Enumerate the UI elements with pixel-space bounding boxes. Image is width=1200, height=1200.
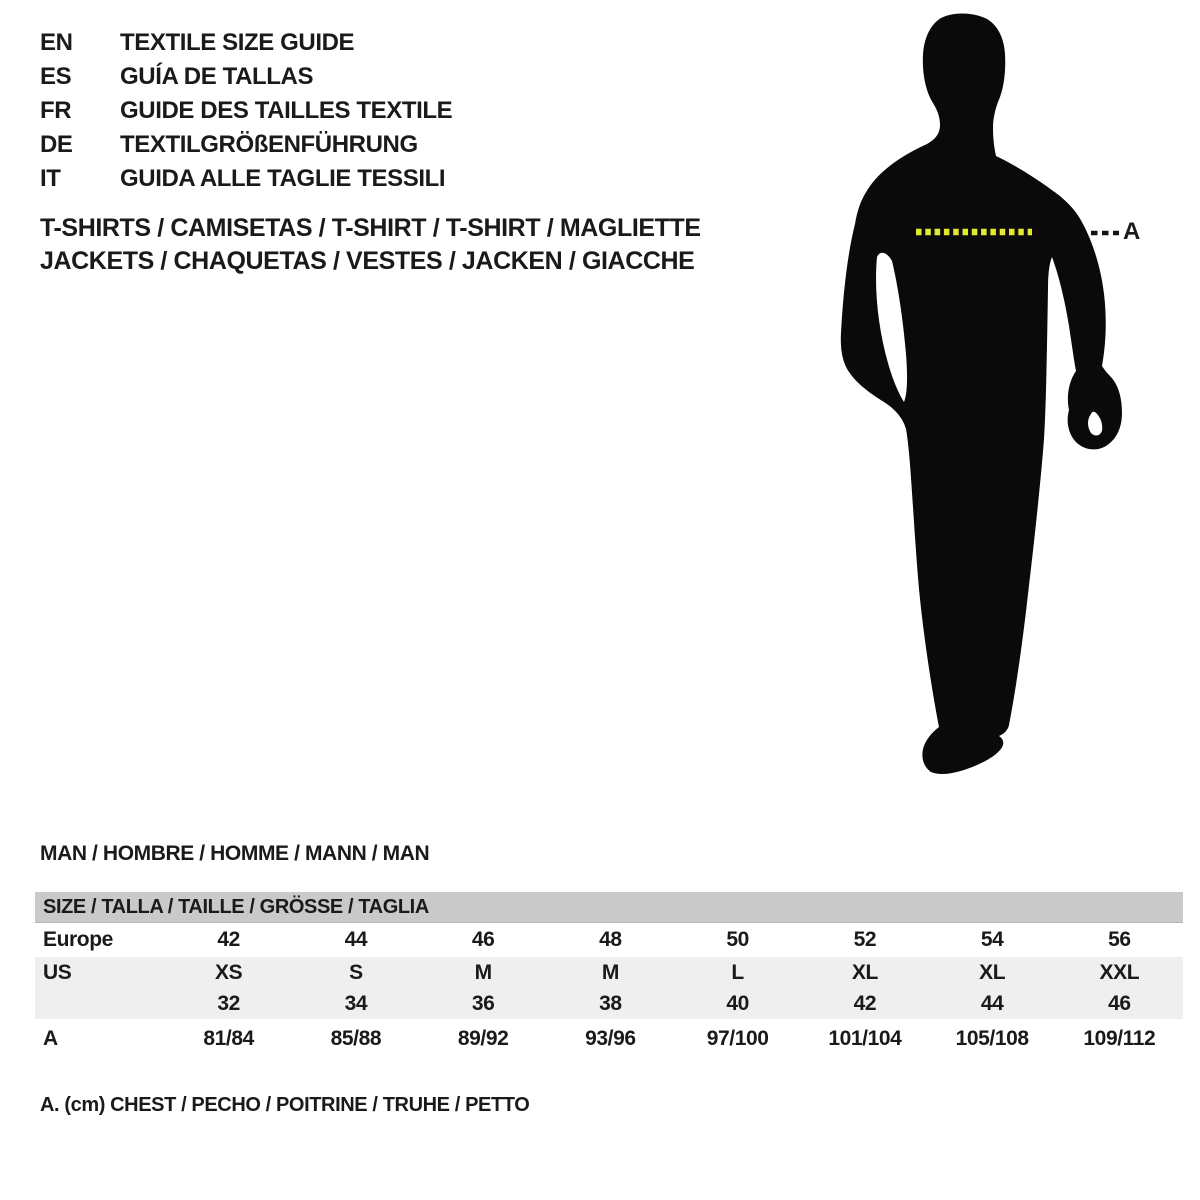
language-row — [40, 60, 452, 94]
table-cell: 97/100 — [706, 1026, 769, 1050]
table-cell: 101/104 — [828, 1026, 902, 1050]
table-cell: 89/92 — [457, 1026, 509, 1050]
language-code: FR — [40, 97, 72, 124]
language-title: GUIDA ALLE TAGLIE TESSILI — [120, 165, 446, 192]
table-cell: 36 — [471, 991, 495, 1015]
table-cell: 46 — [1108, 991, 1131, 1015]
table-cell: S — [349, 960, 363, 984]
row-label: Europe — [43, 928, 113, 951]
table-row-chest-a — [35, 1019, 1183, 1058]
row-label: US — [43, 960, 72, 984]
table-row-us — [35, 957, 1183, 988]
category-line-tshirts: T-SHIRTS / CAMISETAS / T-SHIRT / T-SHIRT / MAGLIETTE — [40, 214, 701, 242]
table-cell: XL — [979, 960, 1006, 984]
language-title: GUÍA DE TALLAS — [120, 63, 314, 90]
table-cell: 109/112 — [1083, 1026, 1156, 1050]
table-cell: 105/108 — [955, 1026, 1029, 1050]
table-cell: XL — [851, 960, 878, 984]
table-cell: 56 — [1108, 928, 1131, 951]
size-table — [35, 892, 1183, 1058]
table-cell: 81/84 — [203, 1026, 254, 1050]
man-silhouette-path — [841, 14, 1122, 775]
table-row-europe — [35, 923, 1183, 957]
table-cell: XXL — [1099, 960, 1140, 984]
table-cell: 85/88 — [330, 1026, 382, 1050]
table-cell: M — [474, 960, 492, 984]
category-lines — [40, 212, 701, 278]
language-title: TEXTILGRÖßENFÜHRUNG — [120, 131, 418, 158]
table-cell: 42 — [217, 928, 240, 951]
language-row — [40, 94, 452, 128]
table-cell: 38 — [599, 991, 622, 1015]
language-guide-list — [40, 26, 452, 196]
language-code: ES — [40, 63, 72, 90]
table-cell: 54 — [980, 928, 1004, 951]
table-cell: XS — [215, 960, 243, 984]
table-cell: L — [731, 960, 744, 984]
table-cell: 52 — [853, 928, 877, 951]
measurement-a-label: A — [1123, 218, 1141, 245]
size-table-header: SIZE / TALLA / TAILLE / GRÖSSE / TAGLIA — [35, 892, 1183, 923]
measurement-footnote: A. (cm) CHEST / PECHO / POITRINE / TRUHE / PETTO — [40, 1094, 530, 1116]
category-line-jackets: JACKETS / CHAQUETAS / VESTES / JACKEN / GIACCHE — [40, 247, 695, 275]
language-code: IT — [40, 165, 61, 192]
language-code: DE — [40, 131, 73, 158]
table-cell: 42 — [853, 991, 877, 1015]
table-cell: 50 — [726, 928, 749, 951]
language-code: EN — [40, 29, 73, 56]
table-cell: 93/96 — [585, 1026, 636, 1050]
table-cell: 40 — [726, 991, 749, 1015]
table-cell: 34 — [344, 991, 368, 1015]
language-row — [40, 26, 452, 60]
language-row — [40, 128, 452, 162]
language-title: TEXTILE SIZE GUIDE — [120, 29, 355, 56]
table-cell: 44 — [980, 991, 1004, 1015]
language-title: GUIDE DES TAILLES TEXTILE — [120, 97, 453, 124]
table-cell: 46 — [471, 928, 495, 951]
section-title: MAN / HOMBRE / HOMME / MANN / MAN — [40, 842, 430, 865]
table-cell: M — [601, 960, 619, 984]
table-cell: 32 — [217, 991, 240, 1015]
table-row-numeric — [35, 988, 1183, 1019]
table-cell: 44 — [344, 928, 368, 951]
table-cell: 48 — [599, 928, 622, 951]
row-label: A — [43, 1026, 58, 1050]
language-row — [40, 162, 452, 196]
